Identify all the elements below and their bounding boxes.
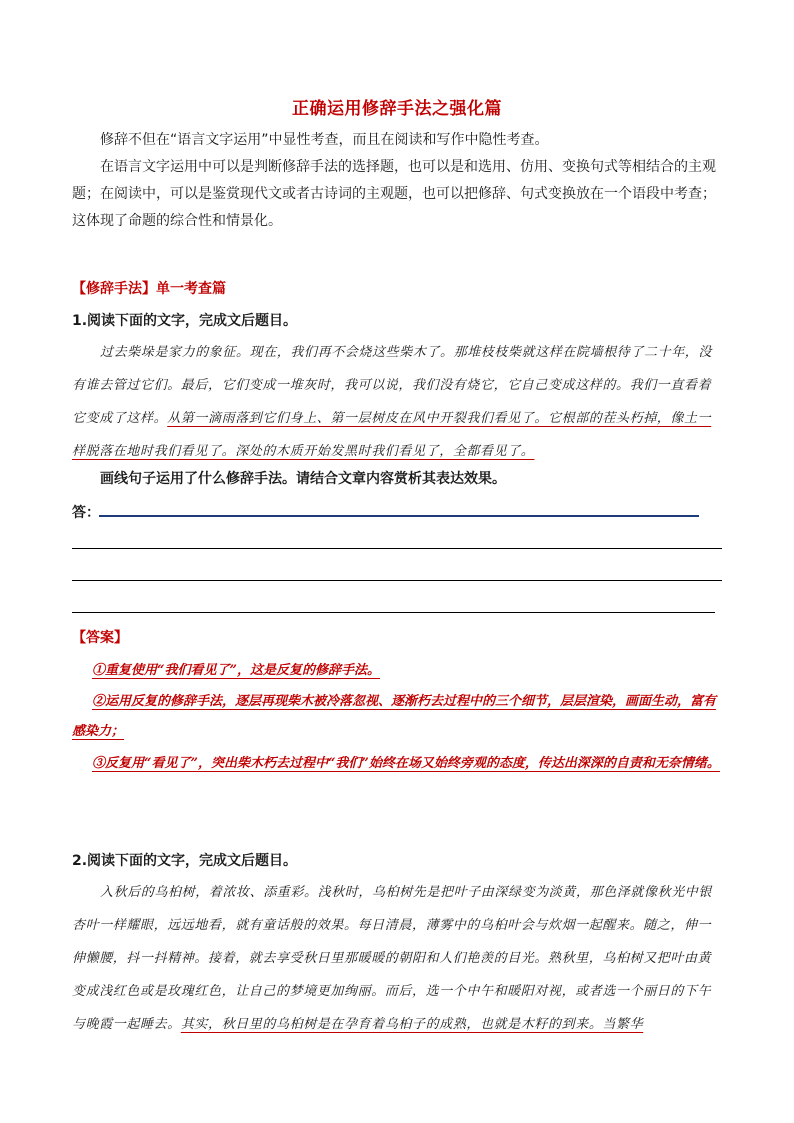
underlined-sentences: 其实，秋日里的乌桕树是在孕育着乌桕子的成熟，也就是木籽的到来。当繁华 <box>180 1017 644 1032</box>
answer-item-2: ②运用反复的修辞手法，逐层再现柴木被冷落忽视、逐渐朽去过程中的三个细节，层层渲染，画面生动，富有感染力； <box>72 694 717 739</box>
question-1-passage <box>72 336 722 468</box>
intro-paragraph-2: 在语言文字运用中可以是判断修辞手法的选择题，也可以是和选用、仿用、变换句式等相结合的主观题；在阅读中，可以是鉴赏现代文或者古诗词的主观题，也可以把修辞、句式变换放在一个语段中考查；这体现了命题的综合性和情景化。 <box>72 159 716 229</box>
answer-line[interactable] <box>99 515 699 517</box>
answer-line[interactable] <box>72 548 722 549</box>
question-1-question: 画线句子运用了什么修辞手法。请结合文章内容赏析其表达效果。 <box>100 471 506 487</box>
passage-text: 入秋后的乌桕树，着浓妆、添重彩。浅秋时，乌桕树先是把叶子由深绿变为淡黄，那色泽就像秋光中银杏叶一样耀眼，远远地看，就有童话般的效果。每日清晨，薄雾中的乌桕叶会与炊烟一起醒来。随之，伸一伸懒腰，抖一抖精神。接着，就去享受秋日里那暖暖的朝阳和人们艳羡的目光。熟秋里，乌桕树又把叶由黄变成浅红色或是玫瑰红色，让自己的梦境更加绚丽。而后，选一个中午和暖阳对视，或者选一个丽日的下午与晚霞一起睡去。 <box>72 885 713 1032</box>
answer-line[interactable] <box>72 612 715 613</box>
question-1-prompt: 1.阅读下面的文字，完成文后题目。 <box>72 313 298 329</box>
passage-text: 过去柴垛是家力的象征。现在，我们再不会烧这些柴木了。那堆枝枝柴就这样在院墙根待了二十年，没有谁去管过它们。最后，它们变成一堆灰时，我可以说，我们没有烧它，它自己变成这样的。我们一直看着它变成了这样。 <box>72 345 713 426</box>
answer-line[interactable] <box>72 580 722 581</box>
section-heading: 【修辞手法】单一考查篇 <box>72 281 226 297</box>
answer-label: 答： <box>72 505 100 521</box>
intro-paragraph-1: 修辞不但在“语言文字运用”中显性考查，而且在阅读和写作中隐性考查。 <box>100 132 549 148</box>
answer-item-3: ③反复用“看见了”，突出柴木朽去过程中“我们”始终在场又始终旁观的态度，传达出深深的自责和无奈情绪。 <box>92 756 720 771</box>
answer-heading: 【答案】 <box>72 630 128 646</box>
underlined-sentences: 从第一滴雨落到它们身上、第一层树皮在风中开裂我们看见了。它根部的茬头朽掉，像土一样脱落在地时我们看见了。深处的木质开始发黑时我们看见了，全都看见了。 <box>72 411 712 459</box>
page-title: 正确运用修辞手法之强化篇 <box>292 99 502 119</box>
question-2-prompt: 2.阅读下面的文字，完成文后题目。 <box>72 853 298 869</box>
question-2-passage <box>72 876 722 1066</box>
answer-item-1: ①重复使用“我们看见了”，这是反复的修辞手法。 <box>92 663 380 678</box>
